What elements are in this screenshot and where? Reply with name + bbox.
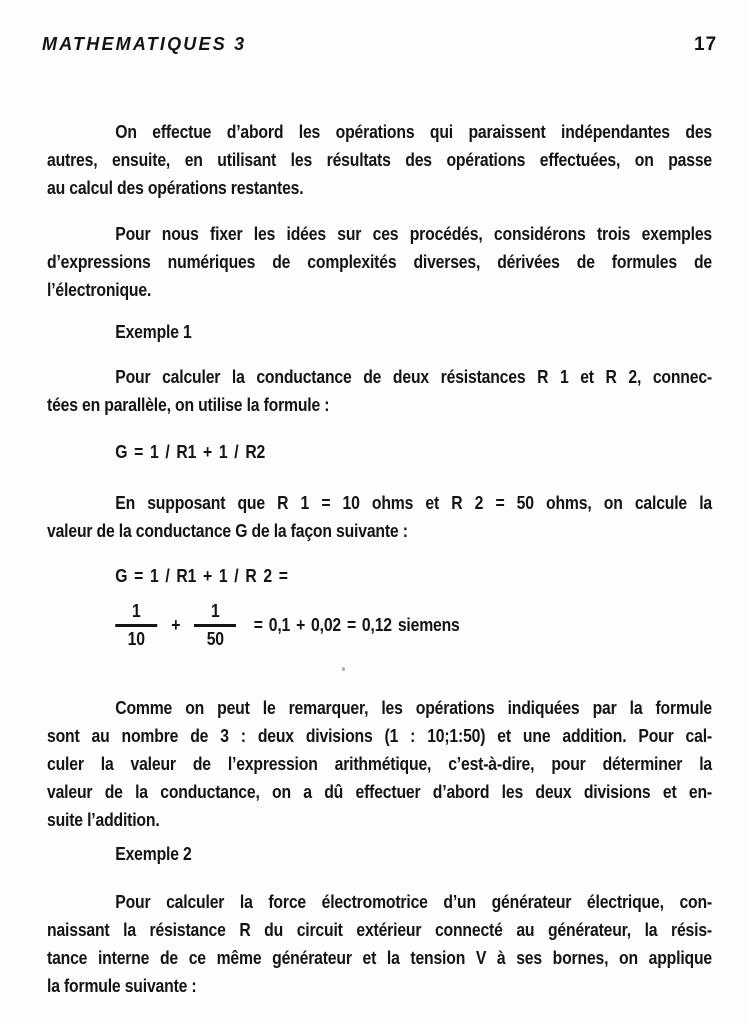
paragraph-line: tance interne de ce même générateur et la tension V à ses bornes, on applique <box>47 948 712 968</box>
fraction-denominator: 50 <box>206 629 224 649</box>
paragraph-line: tées en parallèle, on utilise la formule : <box>47 395 330 415</box>
paragraph-line: Pour calculer la force électromotrice d’un générateur électrique, con- <box>115 892 712 912</box>
paragraph-line: valeur de la conductance G de la façon suivante : <box>47 521 408 541</box>
paragraph-line: Comme on peut le remarquer, les opérations indiquées par la formule <box>115 698 712 718</box>
paragraph <box>47 220 712 304</box>
paragraph-line: suite l’addition. <box>47 810 160 830</box>
fraction <box>115 599 157 652</box>
fraction-numerator: 1 <box>131 601 141 621</box>
section-heading-example-2: Exemple 2 <box>115 844 192 864</box>
fraction <box>194 599 236 652</box>
paragraph-line: sont au nombre de 3 : deux divisions (1 : 10;1:50) et une addition. Pour cal- <box>47 726 712 746</box>
fraction-denominator: 10 <box>127 629 145 649</box>
paragraph-line: Pour nous fixer les idées sur ces procédés, considérons trois exemples <box>115 224 712 244</box>
fraction-equation <box>47 599 747 652</box>
paragraph <box>47 118 712 202</box>
paragraph <box>47 489 712 545</box>
paragraph-line: Pour calculer la conductance de deux résistances R 1 et R 2, connec- <box>115 367 712 387</box>
paragraph <box>47 363 712 419</box>
page-body <box>47 0 712 1024</box>
paragraph-line: valeur de la conductance, on a dû effectuer d’abord les deux divisions et en- <box>47 782 712 802</box>
equation-result: = 0,1 + 0,02 = 0,12 siemens <box>253 615 460 635</box>
scan-speck <box>342 667 345 671</box>
fraction-numerator: 1 <box>210 601 220 621</box>
section-heading-example-1: Exemple 1 <box>115 322 192 342</box>
paragraph-line: autres, ensuite, en utilisant les résultats des opérations effectuées, on passe <box>47 150 712 170</box>
running-head-title: MATHEMATIQUES 3 <box>42 34 247 54</box>
plus-sign: + <box>171 615 181 635</box>
paragraph-line: On effectue d’abord les opérations qui paraissent indépendantes des <box>115 122 712 142</box>
paragraph-line: la formule suivante : <box>47 976 197 996</box>
paragraph-line: d’expressions numériques de complexités diverses, dérivées de formules de <box>47 252 712 272</box>
formula-conductance-expanded: G = 1 / R1 + 1 / R 2 = <box>115 566 288 586</box>
paragraph-line: l’électronique. <box>47 280 152 300</box>
paragraph-line: au calcul des opérations restantes. <box>47 178 304 198</box>
paragraph-line: culer la valeur de l’expression arithmétique, c’est-à-dire, pour déterminer la <box>47 754 712 774</box>
paragraph-line: En supposant que R 1 = 10 ohms et R 2 = 50 ohms, on calcule la <box>115 493 712 513</box>
paragraph <box>47 694 712 834</box>
formula-conductance: G = 1 / R1 + 1 / R2 <box>115 442 266 462</box>
paragraph <box>47 888 712 1000</box>
page-number: 17 <box>694 34 718 55</box>
paragraph-line: naissant la résistance R du circuit extérieur connecté au générateur, la résis- <box>47 920 712 940</box>
